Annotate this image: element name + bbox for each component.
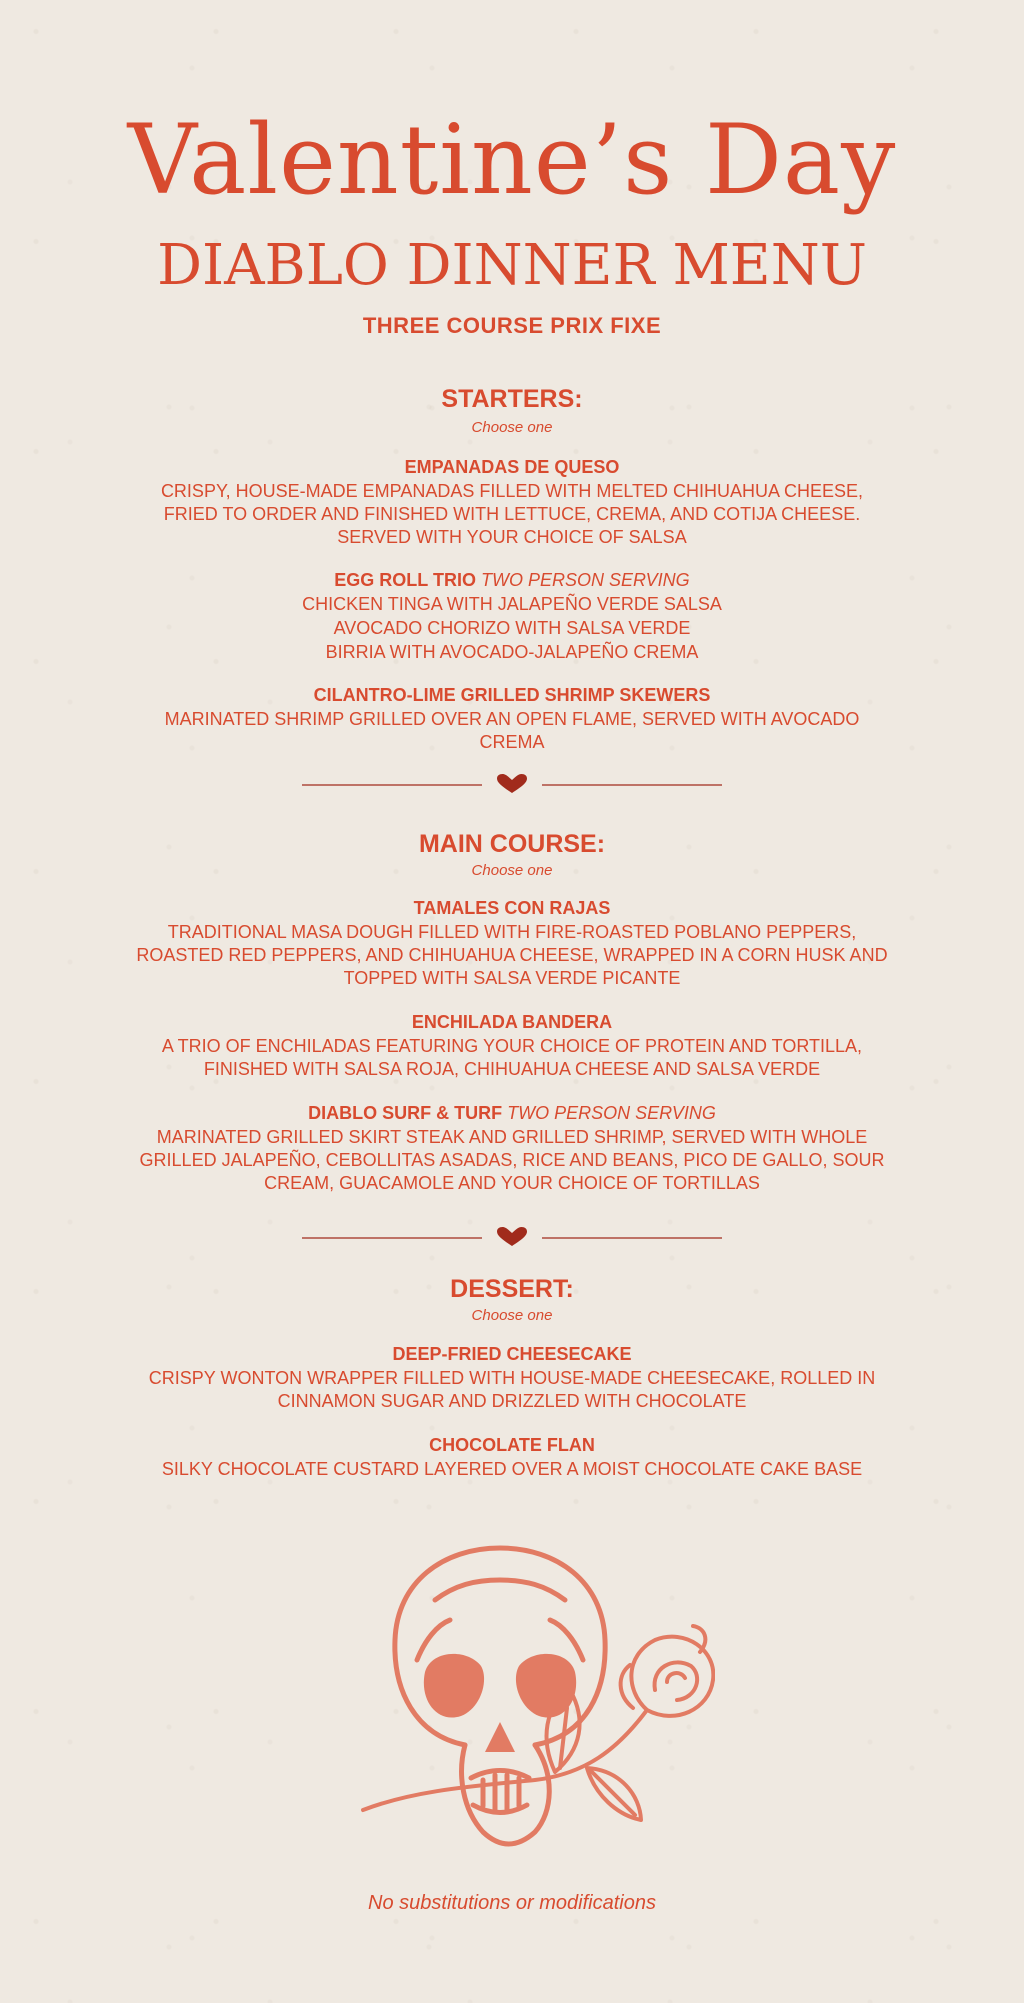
main-item <box>132 1102 892 1195</box>
item-name: CILANTRO-LIME GRILLED SHRIMP SKEWERS <box>313 685 711 705</box>
starter-item <box>132 569 892 664</box>
main-item <box>132 897 892 990</box>
item-name <box>132 1102 892 1125</box>
starter-item <box>132 684 892 754</box>
item-description-line: CHICKEN TINGA WITH JALAPEÑO VERDE SALSA <box>302 594 722 615</box>
main-item <box>132 1011 892 1081</box>
starter-item <box>132 456 892 549</box>
menu-title: Valentine’s Day <box>127 104 897 216</box>
item-description: TRADITIONAL MASA DOUGH FILLED WITH FIRE-ROASTED POBLANO PEPPERS, ROASTED RED PEPPERS, AND CHIHUAHUA CHEESE, WRAPPED IN A CORN HUSK AND TOPPED WITH SALSA VERDE PICANTE <box>136 922 888 989</box>
item-name-text: EGG ROLL TRIO <box>334 570 476 590</box>
dessert-choose-label: Choose one <box>471 1307 553 1324</box>
item-name: ENCHILADA BANDERA <box>411 1012 613 1032</box>
heart-divider-icon <box>292 773 732 797</box>
item-name: TAMALES CON RAJAS <box>413 898 611 918</box>
heart-divider-icon <box>292 1226 732 1250</box>
menu-subtitle: DIABLO DINNER MENU <box>157 233 867 298</box>
item-name-text: DIABLO SURF & TURF <box>308 1103 503 1123</box>
dessert-item <box>132 1343 892 1413</box>
item-description: CRISPY, HOUSE-MADE EMPANADAS FILLED WITH MELTED CHIHUAHUA CHEESE, FRIED TO ORDER AND FINISHED WITH LETTUCE, CREMA, AND COTIJA CHEESE. SERVED WITH YOUR CHOICE OF SALSA <box>160 481 864 548</box>
item-description: A TRIO OF ENCHILADAS FEATURING YOUR CHOICE OF PROTEIN AND TORTILLA, FINISHED WITH SALSA ROJA, CHIHUAHUA CHEESE AND SALSA VERDE <box>161 1036 863 1080</box>
item-name: CHOCOLATE FLAN <box>429 1435 595 1455</box>
item-name <box>132 569 892 592</box>
serving-note: TWO PERSON SERVING <box>480 570 690 590</box>
main-course-heading: MAIN COURSE: <box>418 830 606 858</box>
menu-tagline: THREE COURSE PRIX FIXE <box>362 313 662 338</box>
item-description: SILKY CHOCOLATE CUSTARD LAYERED OVER A MOIST CHOCOLATE CAKE BASE <box>161 1459 863 1480</box>
main-course-choose-label: Choose one <box>471 862 553 879</box>
starters-heading: STARTERS: <box>441 385 583 413</box>
dessert-heading: DESSERT: <box>450 1275 574 1303</box>
item-description-line: BIRRIA WITH AVOCADO-JALAPEÑO CREMA <box>325 642 699 663</box>
skull-rose-icon <box>355 1540 715 1870</box>
dessert-item <box>132 1434 892 1481</box>
item-description-line: AVOCADO CHORIZO WITH SALSA VERDE <box>333 618 691 639</box>
item-description: CRISPY WONTON WRAPPER FILLED WITH HOUSE-MADE CHEESECAKE, ROLLED IN CINNAMON SUGAR AND DRIZZLED WITH CHOCOLATE <box>148 1368 876 1412</box>
serving-note: TWO PERSON SERVING <box>507 1103 716 1123</box>
item-description: MARINATED SHRIMP GRILLED OVER AN OPEN FLAME, SERVED WITH AVOCADO CREMA <box>164 709 860 753</box>
item-name: DEEP-FRIED CHEESECAKE <box>392 1344 632 1364</box>
item-description: MARINATED GRILLED SKIRT STEAK AND GRILLED SHRIMP, SERVED WITH WHOLE GRILLED JALAPEÑO, CEBOLLITAS ASADAS, RICE AND BEANS, PICO DE GALLO, SOUR CREAM, GUACAMOLE AND YOUR CHOICE OF TORTILLAS <box>139 1127 885 1194</box>
footer-note: No substitutions or modifications <box>368 1892 656 1914</box>
item-name: EMPANADAS DE QUESO <box>404 457 620 477</box>
starters-choose-label: Choose one <box>471 419 553 436</box>
